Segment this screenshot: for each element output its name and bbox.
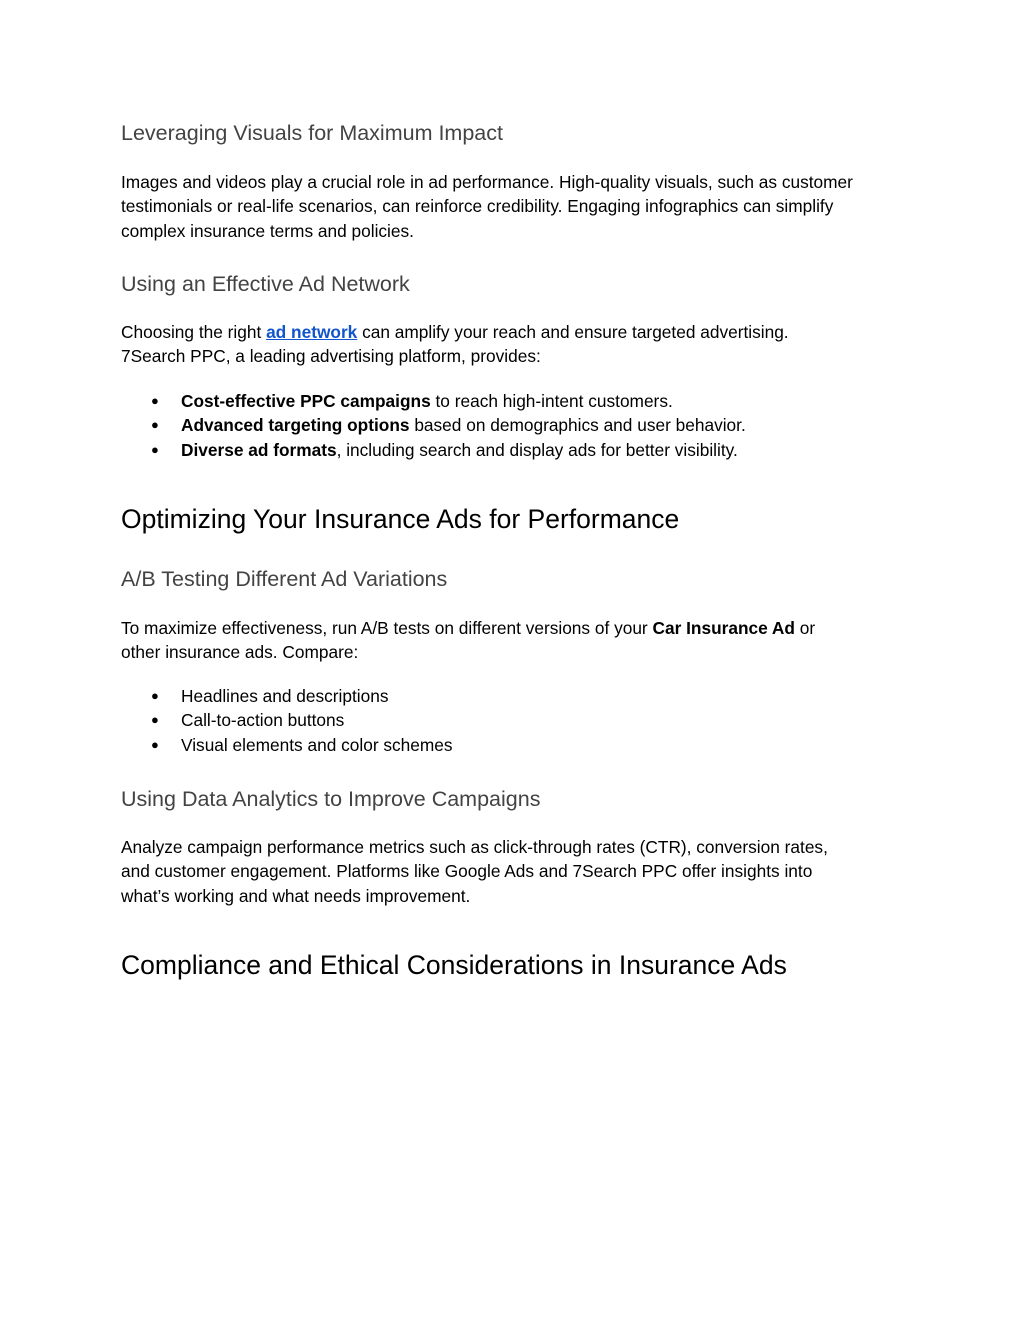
list-item-text: Visual elements and color schemes: [181, 734, 453, 755]
text-run: To maximize effectiveness, run A/B tests on different versions of your: [121, 618, 653, 638]
ad-network-link[interactable]: ad network: [266, 322, 358, 342]
paragraph-line: complex insurance terms and policies.: [121, 220, 414, 241]
list-item: [121, 413, 911, 437]
text-run: Choosing the right: [121, 322, 267, 342]
list-item-bold: Advanced targeting options: [181, 415, 410, 436]
bullet-icon: ●: [151, 393, 159, 408]
bullet-icon: ●: [151, 441, 159, 457]
text-run-bold: Car Insurance Ad: [652, 618, 795, 638]
list-item: [121, 684, 911, 708]
paragraph-line: testimonials or real-life scenarios, can reinforce credibility. Engaging infographics can simplify: [121, 196, 834, 217]
list-item-text: Call-to-action buttons: [181, 710, 345, 731]
list-item: [121, 389, 911, 413]
section-heading-compliance: Compliance and Ethical Considerations in Insurance Ads: [121, 950, 787, 980]
section-heading-visuals: Leveraging Visuals for Maximum Impact: [121, 121, 503, 145]
list-item-text: Headlines and descriptions: [181, 686, 389, 706]
list-item-text: to reach high-intent customers.: [430, 391, 673, 411]
list-item: [121, 438, 911, 462]
list-item-bold: Diverse ad formats: [181, 439, 337, 460]
bullet-icon: ●: [151, 417, 159, 433]
section-heading-ad-network: Using an Effective Ad Network: [121, 272, 410, 296]
paragraph-visuals: [121, 170, 911, 243]
paragraph-line: what’s working and what needs improvement.: [121, 885, 471, 906]
paragraph-line: [121, 320, 911, 344]
section-heading-ab-testing: A/B Testing Different Ad Variations: [121, 567, 448, 591]
text-run: or: [794, 618, 816, 638]
section-heading-optimizing: Optimizing Your Insurance Ads for Performance: [121, 504, 680, 534]
list-item-text: based on demographics and user behavior.: [409, 415, 746, 436]
text-run: can amplify your reach and ensure targeted advertising.: [357, 322, 789, 342]
paragraph-ad-network: [121, 320, 911, 369]
paragraph-line: other insurance ads. Compare:: [121, 642, 359, 663]
ab-testing-compare-list: [121, 684, 911, 757]
list-item: [121, 708, 911, 732]
section-heading-analytics: Using Data Analytics to Improve Campaigns: [121, 787, 541, 811]
list-item-bold: Cost-effective PPC campaigns: [181, 391, 431, 411]
paragraph-line: [121, 616, 911, 640]
bullet-icon: ●: [151, 736, 159, 752]
paragraph-line: Analyze campaign performance metrics such as click-through rates (CTR), conversion rates,: [121, 837, 828, 857]
bullet-icon: ●: [151, 712, 159, 728]
paragraph-ab-testing: [121, 616, 911, 665]
paragraph-line: Images and videos play a crucial role in ad performance. High-quality visuals, such as customer: [121, 172, 853, 192]
list-item-text: , including search and display ads for better visibility.: [336, 439, 738, 460]
paragraph-analytics: [121, 835, 911, 908]
bullet-icon: ●: [151, 688, 159, 703]
ad-network-benefits-list: [121, 389, 911, 462]
list-item: [121, 733, 911, 757]
paragraph-line: and customer engagement. Platforms like Google Ads and 7Search PPC offer insights into: [121, 861, 813, 882]
paragraph-line: 7Search PPC, a leading advertising platform, provides:: [121, 346, 541, 367]
